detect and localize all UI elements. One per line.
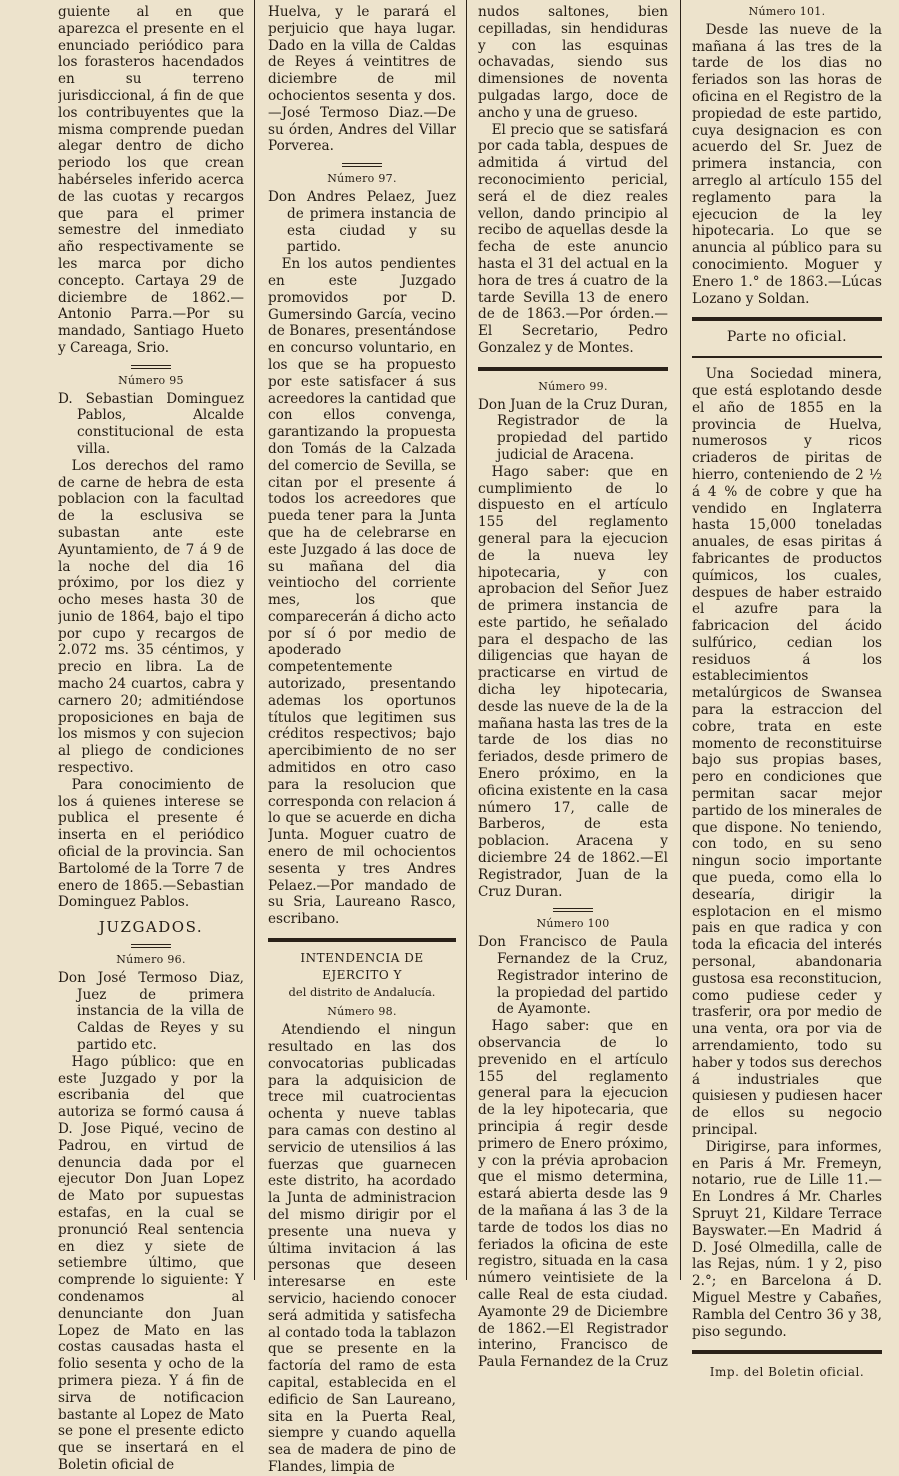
- printer-imprint: Imp. del Boletin oficial.: [709, 1365, 865, 1380]
- column-divider: [254, 0, 255, 1280]
- column-3: [478, 4, 668, 1371]
- notice-number: Número 95: [118, 373, 184, 387]
- notice-paragraph: El precio que se satisfará por cada tabla, despues de admitida á virtud del reconocimiento pericial, será el de diez reales vellon, dando principio al recibo de aquellas desde la fecha de este anuncio hasta el 31 del actual en la hora de tres á cuatro de la tarde Sevilla 13 de enero de de 1863.—Por órden.—El Secretario, Pedro Gonzalez y de Montes.: [478, 121, 668, 356]
- section-rule: [478, 367, 668, 371]
- section-title-juzgados: JUZGADOS.: [98, 918, 204, 937]
- notice-paragraph: Dirigirse, para informes, en Paris á Mr. Fremeyn, notario, rue de Lille 11.—En Londres á Mr. Charles Spruyt 21, Kildare Terrace Bayswater.—En Madrid á D. José Olmedilla, calle de las Rejas, núm. 1 y 2, piso 2.°; en Barcelona á D. Miguel Mestre y Cabañes, Rambla del Centro 36 y 38, piso segundo.: [692, 1138, 882, 1340]
- continued-notice: Huelva, y le parará el perjuicio que haya lugar. Dado en la villa de Caldas de Reyes á veintitres de diciembre de mil ochocientos sesenta y dos.—José Termoso Diaz.—De su órden, Andres del Villar Porverea.: [268, 4, 456, 155]
- notice-paragraph: Para conocimiento de los á quienes interese se publica el presente é inserta en el periódico oficial de la provincia. San Bartolomé de la Torre 7 de enero de 1865.—Sebastian Dominguez Pablos.: [58, 776, 244, 911]
- separator: [342, 163, 382, 167]
- notice-heading: D. Sebastian Dominguez Pablos, Alcalde constitucional de esta villa.: [58, 390, 244, 457]
- section-title-intendencia: INTENDENCIA DE EJERCITO Y: [300, 951, 424, 982]
- notice-paragraph: Desde las nueve de la mañana á las tres de la tarde de los dias no feriados son las horas de oficina en el Registro de la propiedad de este partido, cuya designacion es con acuerdo del Sr. Juez de primera instancia, con arreglo al artículo 155 del reglamento para la ejecucion de la ley hipotecaria. Lo que se anuncia al público para su conocimiento. Moguer y Enero 1.° de 1863.—Lúcas Lozano y Soldan.: [692, 21, 882, 307]
- column-1: [58, 4, 244, 1474]
- notice-paragraph: En los autos pendientes en este Juzgado promovidos por D. Gumersindo García, vecino de Bonares, presentándose en concurso voluntario, en los que se ha propuesto por este satisfacer á sus acreedores la cantidad que con ellos convenga, garantizando la propuesta don Tomás de la Calzada del comercio de Sevilla, se citan por el presente á todos los acreedores que pueda tener para la Junta que ha de celebrarse en este Juzgado á las doce de su mañana del dia veintiocho del corriente mes, los que comparecerán á dicho acto por sí ó por medio de apoderado competentemente autorizado, presentando ademas los oportunos títulos que legitimen sus créditos respectivos; bajo apercibimiento de no ser admitidos en otro caso para la resolucion que corresponda con relacion á lo que se acuerde en dicha Junta. Moguer cuatro de enero de mil ochocientos sesenta y tres Andres Pelaez.—Por mandado de su Sria, Laureano Rasco, escribano.: [268, 256, 456, 928]
- notice-paragraph: Hago público: que en este Juzgado y por la escribania del que autoriza se formó causa á D. Jose Piqué, vecino de Padrou, en virtud de denuncia dada por el ejecutor Don Juan Lopez de Mato por supuestas estafas, en la cual se pronunció Real sentencia en diez y siete de setiembre último, que comprende lo siguiente: Y condenamos al denunciante don Juan Lopez de Mato en las costas causadas hasta el folio sesenta y ocho de la primera pieza. Y á fin de sirva de notificacion bastante al Lopez de Mato se pone el presente edicto que se insertará en el Boletin oficial de: [58, 1053, 244, 1473]
- section-rule: [692, 356, 882, 358]
- notice-heading: Don Andres Pelaez, Juez de primera instancia de esta ciudad y su partido.: [268, 188, 456, 256]
- separator: [131, 365, 171, 369]
- column-2: [268, 4, 456, 1476]
- notice-number: Número 97.: [327, 172, 397, 186]
- section-subtitle: del distrito de Andalucía.: [288, 984, 436, 999]
- notice-heading: Don Francisco de Paula Fernandez de la Cruz, Registrador interino de la propiedad del partido de Ayamonte.: [478, 934, 668, 1018]
- continued-notice: nudos saltones, bien cepilladas, sin hendiduras y con las esquinas ochavadas, siendo sus dimensiones de noventa pulgadas largo, doce de ancho y una de grueso.: [478, 4, 668, 121]
- notice-number: Número 101.: [748, 5, 826, 18]
- section-rule: [692, 1350, 882, 1354]
- notice-paragraph: Atendiendo el ningun resultado en las dos convocatorias publicadas para la adquisicion de trece mil cuatrocientas ochenta y nueve tablas para camas con destino al servicio de utensilios á las fuerzas que guarnecen este distrito, ha acordado la Junta de administracion del mismo dirigir por el presente una nueva y última invitacion á las personas que deseen interesarse en este servicio, haciendo conocer será admitida y satisfecha al contado toda la tablazon que se presente en la factoría del ramo de esta capital, establecida en el edificio de San Laureano, sita en la Puerta Real, siempre y cuando aquella sea de madera de pino de Flandes, limpia de: [268, 1022, 456, 1475]
- continued-notice: guiente al en que aparezca el presente en el enunciado periódico para los forasteros hacendados en su terreno jurisdiccional, á fin de que los contribuyentes que la misma comprende puedan alegar dentro de dicho periodo los que crean habérseles inferido acerca de las cuotas y recargos que para el primer semestre del inmediato año respectivamente se les marca por dicho concepto. Cartaya 29 de diciembre de 1862.—Antonio Parra.—Por su mandado, Santiago Hueto y Careaga, Srio.: [58, 4, 244, 356]
- separator: [131, 944, 171, 948]
- notice-paragraph: Hago saber: que en cumplimiento de lo dispuesto en el artículo 155 del reglamento general para la ejecucion de la nueva ley hipotecaria, y con aprobacion del Señor Juez de primera instancia de este partido, he señalado para el despacho de las diligencias que hayan de practicarse en virtud de dicha ley hipotecaria, desde las nueve de la de la mañana hasta las tres de la tarde de los dias no feriados, desde primero de Enero próximo, en la oficina existente en la casa número 17, calle de Barberos, de esta poblacion. Aracena y diciembre 24 de 1862.—El Registrador, Juan de la Cruz Duran.: [478, 463, 668, 900]
- notice-heading: Don José Termoso Diaz, Juez de primera instancia de la villa de Caldas de Reyes y su partido etc.: [58, 969, 244, 1054]
- section-rule: [268, 938, 456, 942]
- notice-paragraph: Una Sociedad minera, que está esplotando desde el año de 1855 en la provincia de Huelva, numerosos y ricos criaderos de piritas de hierro, conteniendo de 2 ½ á 4 % de cobre y que ha vendido en Inglaterra hasta 15,000 toneladas anuales, de esas piritas á fabricantes de productos químicos, los cuales, despues de haber estraido el azufre para la fabricacion del ácido sulfúrico, cedian los residuos á los establecimientos metalúrgicos de Swansea para la estraccion del cobre, trata en este momento de reconstituirse bajo sus propias bases, pero en condiciones que permitan sacar mejor partido de los minerales de que dispone. No teniendo, con todo, en su seno ningun socio importante que pueda, como ella lo desearía, dirigir la esplotacion en el mismo pais en que radica y con toda la eficacia del interés personal, abandonaria gustosa esa reconstitucion, como pudiese ceder y trasferir, ora por medio de una venta, ora por via de arrendamiento, todo su haber y todos sus derechos á industriales que quisiesen y pudiesen hacer de ellos su negocio principal.: [692, 366, 882, 1138]
- notice-number: Número 99.: [538, 379, 608, 393]
- column-4: [692, 4, 882, 1381]
- section-rule: [692, 317, 882, 321]
- notice-number: Número 96.: [116, 953, 186, 967]
- column-divider: [680, 0, 681, 1280]
- notice-number: Número 100: [536, 917, 610, 931]
- notice-paragraph: Hago saber: que en observancia de lo prevenido en el artículo 155 del reglamento general para la ejecucion de la ley hipotecaria, que principia á regir desde primero de Enero próximo, y con la prévia aprobacion que el mismo determina, estará abierta desde las 9 de la mañana á las 3 de la tarde de todos los dias no feriados la oficina de este registro, situada en la casa número veintisiete de la calle Real de esta ciudad. Ayamonte 29 de Diciembre de 1862.—El Registrador interino, Francisco de Paula Fernandez de la Cruz: [478, 1018, 668, 1371]
- notice-number: Número 98.: [327, 1005, 397, 1019]
- notice-paragraph: Los derechos del ramo de carne de hebra de esta poblacion con la facultad de la esclusiva se subastan ante este Ayuntamiento, de 7 á 9 de la noche del dia 16 próximo, por los diez y ocho meses hasta 30 de junio de 1864, bajo el tipo por cupo y recargos de 2.072 ms. 35 céntimos, y precio en libra. La de macho 24 cuartos, cabra y carnero 20; admitiéndose proposiciones en baja de los mismos y con sujecion al pliego de condiciones respectivo.: [58, 457, 244, 777]
- notice-heading: Don Juan de la Cruz Duran, Registrador de la propiedad del partido judicial de Aracena.: [478, 396, 668, 463]
- section-title-parte-no-oficial: Parte no oficial.: [726, 329, 848, 346]
- column-divider: [466, 0, 467, 1280]
- separator: [553, 908, 593, 912]
